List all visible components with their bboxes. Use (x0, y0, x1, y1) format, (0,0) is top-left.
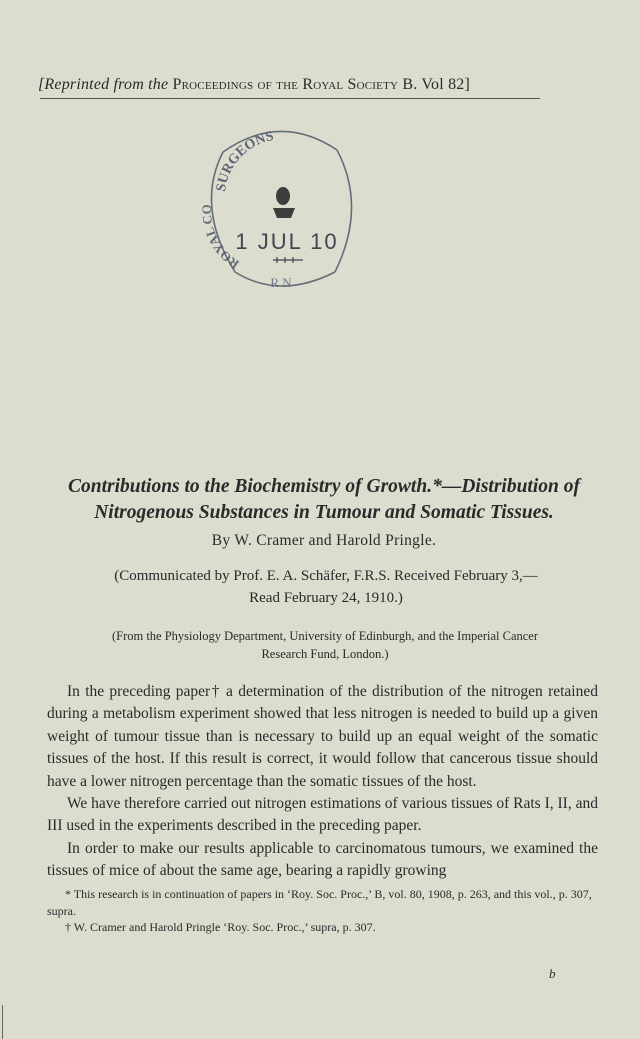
article-title (34, 474, 614, 526)
page-edge-mark (2, 1005, 3, 1039)
affiliation-line-2: Research Fund, London.) (261, 647, 389, 661)
volume-label: B. Vol 82] (402, 76, 471, 93)
svg-text:SURGEONS (214, 129, 275, 193)
stamp-top-text: SURGEONS (214, 128, 275, 193)
communicated-line-2: Read February 24, 1910.) (249, 590, 403, 606)
crest-icon (273, 187, 295, 218)
communicated-line-1: (Communicated by Prof. E. A. Schäfer, F.R.S. Received February 3,— (114, 568, 538, 584)
title-line-2: Nitrogenous Substances in Tumour and Somatic Tissues. (94, 502, 554, 523)
stamp-left-text: ROYAL CO (198, 204, 242, 272)
stamp-date: 1 JUL 10 (235, 229, 339, 254)
reprint-header (38, 76, 598, 94)
body-paragraph: In the preceding paper† a determination of the distribution of the nitrogen retained during a metabolism experiment showed that less nitrogen is needed to build up a given weight of tumour tissue than is necessary to build up an equal weight of the somatic tissues of the host. If this result is correct, it would follow that cancerous tissue should have a lower nitrogen percentage than the somatic tissues of the host. (47, 683, 598, 790)
body-paragraph: We have therefore carried out nitrogen estimations of various tissues of Rats I, II, and III used in the experiments described in the preceding paper. (47, 795, 598, 835)
signature-mark: b (549, 966, 556, 981)
title-line-1: Contributions to the Biochemistry of Growth.*—Distribution of (68, 476, 580, 497)
stamp-ornament (273, 257, 303, 263)
footnotes (47, 886, 598, 936)
communicated-note (46, 565, 606, 609)
affiliation-line-1: (From the Physiology Department, University of Edinburgh, and the Imperial Cancer (111, 629, 539, 643)
affiliation-note (40, 627, 610, 663)
header-rule (40, 98, 540, 99)
footnote-1: * This research is in continuation of papers in ‘Roy. Soc. Proc.,’ B, vol. 80, 1908, p. 263, and this vol., p. 307, supra. (47, 887, 592, 918)
journal-name: Proceedings of the Royal Society (172, 76, 399, 93)
library-stamp (185, 112, 375, 302)
reprint-prefix: [Reprinted from the (38, 76, 169, 93)
stamp-bottom-text: R N (270, 275, 292, 290)
footnote-2: † W. Cramer and Harold Pringle ‘Roy. Soc. Proc.,’ supra, p. 307. (65, 920, 376, 934)
article-body (47, 681, 598, 883)
byline: By W. Cramer and Harold Pringle. (211, 532, 437, 549)
body-paragraph: In order to make our results applicable to carcinomatous tumours, we examined the tissues of mice of about the same age, bearing a rapidly growing (47, 839, 598, 880)
